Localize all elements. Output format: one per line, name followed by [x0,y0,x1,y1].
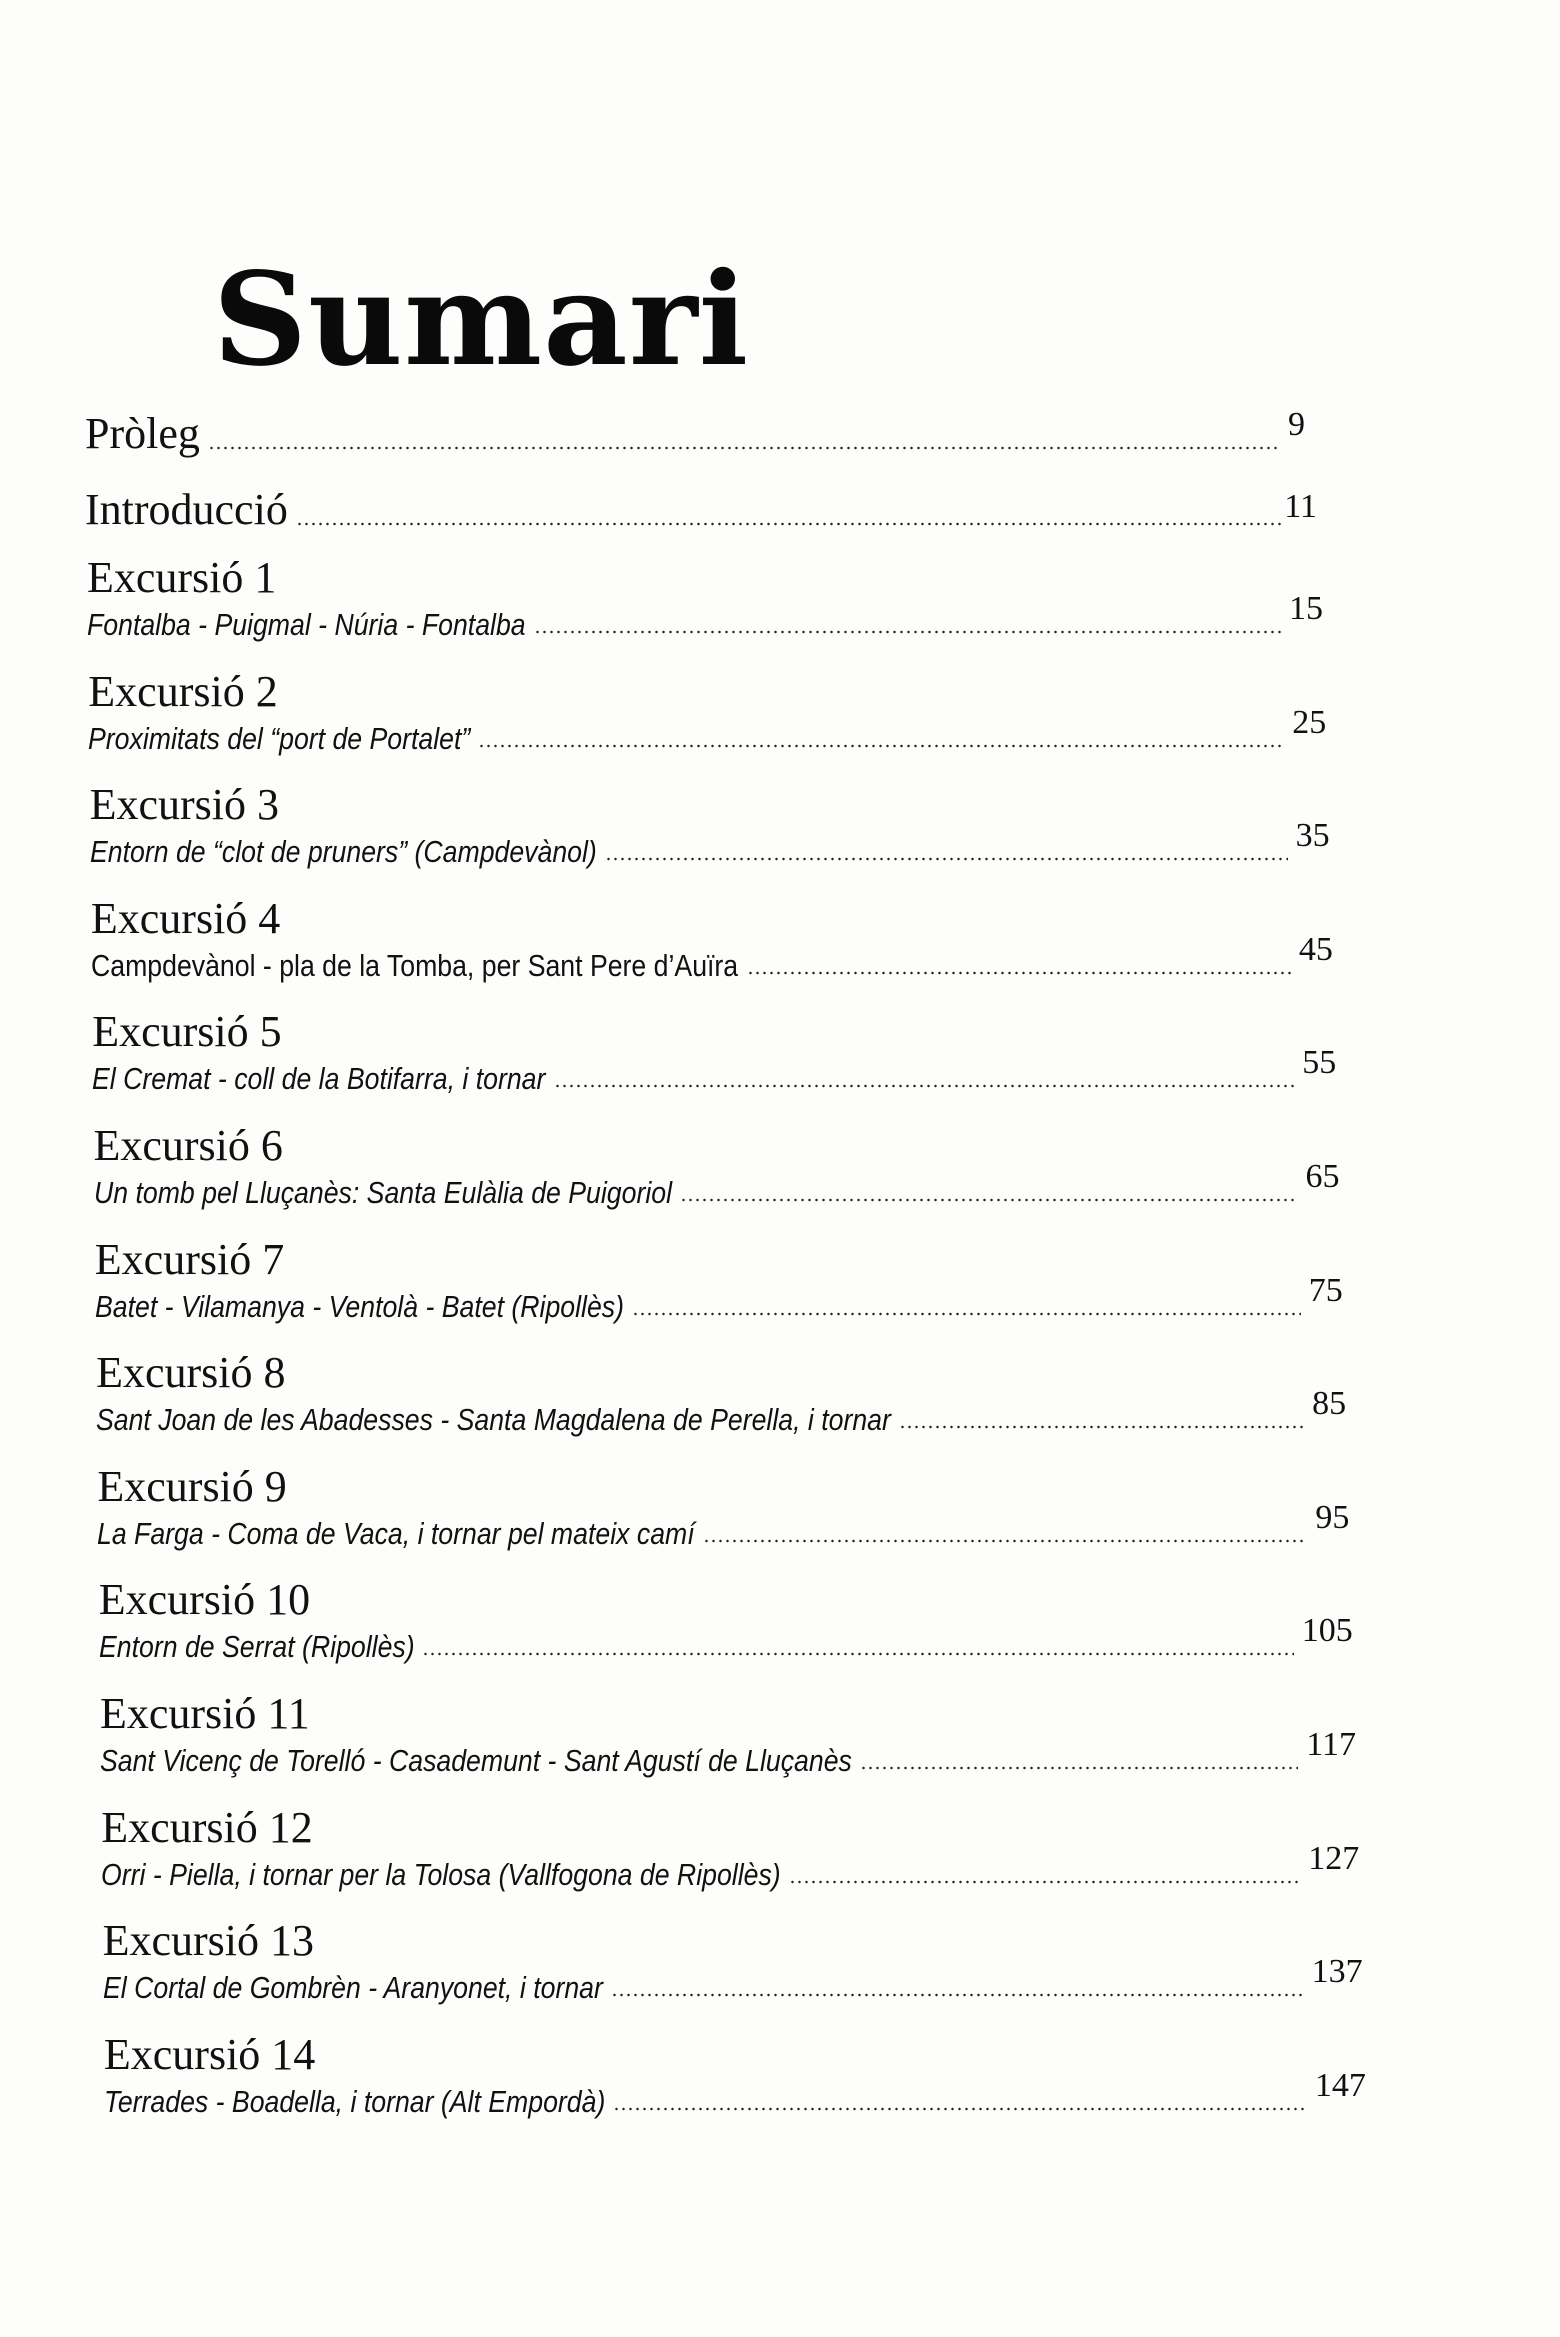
excursion-subtitle: Batet - Vilamanya - Ventolà - Batet (Ripollès) [94,1288,624,1324]
page-number: 117 [1306,1726,1356,1763]
excursion-heading: Excursió 10 [98,1575,311,1625]
page-number: 75 [1308,1271,1343,1309]
excursion-subtitle: El Cortal de Gombrèn - Aranyonet, i tornar [102,1970,603,2006]
excursion-subtitle: Sant Vicenç de Torelló - Casademunt - Sant Agustí de Lluçanès [100,1743,852,1778]
page-number: 35 [1295,817,1330,855]
page-number: 95 [1315,1498,1350,1536]
dot-leader [703,1539,1307,1543]
page-number: 147 [1314,2066,1366,2104]
page-number: 127 [1308,1839,1360,1877]
toc-entry-excursion-11[interactable] [100,1726,1356,1778]
dot-leader [613,2107,1307,2111]
excursion-heading: Excursió 1 [87,553,277,602]
excursion-heading: Excursió 3 [89,780,279,830]
dot-leader [860,1766,1298,1770]
page-number: 25 [1292,703,1327,741]
toc-entry-proleg[interactable] [85,406,1305,458]
toc-entry-excursion-9[interactable] [97,1498,1350,1551]
dot-leader [899,1425,1304,1429]
excursion-heading: Excursió 13 [102,1916,314,1966]
excursion-heading: Excursió 7 [94,1234,285,1284]
excursion-subtitle: El Cremat - coll de la Botifarra, i tornar [92,1061,546,1097]
excursion-subtitle: Sant Joan de les Abadesses - Santa Magdalena de Perella, i tornar [96,1402,891,1438]
excursion-subtitle: Entorn de Serrat (Ripollès) [98,1629,415,1665]
dot-leader [680,1198,1298,1202]
page-number: 15 [1289,590,1323,627]
toc-entry-excursion-2[interactable] [88,703,1327,756]
toc-entry-excursion-14[interactable] [103,2066,1366,2119]
excursion-heading: Excursió 11 [100,1689,310,1738]
excursion-subtitle: Fontalba - Puigmal - Núria - Fontalba [87,607,526,642]
dot-leader [611,1993,1304,1997]
toc-entry-excursion-7[interactable] [94,1271,1343,1324]
dot-leader [789,1880,1300,1884]
page-number: 11 [1284,488,1317,525]
excursion-subtitle: Terrades - Boadella, i tornar (Alt Empordà) [103,2083,606,2119]
toc-entry-excursion-13[interactable] [102,1953,1363,2006]
dot-leader [747,971,1291,975]
page-number: 137 [1311,1953,1363,1991]
excursion-heading: Excursió 9 [97,1461,287,1511]
dot-leader [296,522,1284,526]
excursion-subtitle: Orri - Piella, i tornar per la Tolosa (Vallfogona de Ripollès) [101,1856,781,1892]
toc-entry-introduccio[interactable] [85,485,1317,534]
entry-label: Introducció [85,485,288,534]
toc-entry-excursion-3[interactable] [89,817,1330,870]
excursion-subtitle: Entorn de “clot de pruners” (Campdevànol) [89,834,597,870]
dot-leader [605,857,1288,861]
toc-entry-excursion-8[interactable] [96,1385,1347,1438]
excursion-heading: Excursió 6 [93,1121,283,1170]
toc-entry-excursion-12[interactable] [101,1839,1360,1892]
page-number: 9 [1288,406,1305,443]
excursion-subtitle: Proximitats del “port de Portalet” [88,720,471,756]
excursion-subtitle: Un tomb pel Lluçanès: Santa Eulàlia de Puigoriol [93,1175,672,1210]
dot-leader [208,446,1280,450]
excursion-heading: Excursió 2 [88,666,278,716]
excursion-heading: Excursió 12 [101,1802,313,1852]
excursion-subtitle: Campdevànol - pla de la Tomba, per Sant Pere d’Auïra [90,947,739,983]
page-number: 45 [1298,930,1333,968]
toc-entry-excursion-5[interactable] [92,1044,1337,1097]
toc-entry-excursion-10[interactable] [98,1612,1353,1665]
dot-leader [478,744,1284,748]
entry-label: Pròleg [85,409,200,458]
toc-entry-excursion-4[interactable] [90,930,1333,983]
toc-entry-excursion-6[interactable] [93,1158,1340,1210]
page-number: 55 [1302,1044,1337,1082]
page-title: Sumari [212,244,750,395]
excursion-heading: Excursió 4 [90,893,281,943]
toc-entry-excursion-1[interactable] [87,590,1323,642]
dot-leader [554,1084,1294,1088]
page-number: 105 [1301,1612,1353,1650]
excursion-heading: Excursió 14 [103,2029,316,2079]
excursion-subtitle: La Farga - Coma de Vaca, i tornar pel mateix camí [97,1515,696,1551]
dot-leader [534,630,1281,634]
excursion-heading: Excursió 8 [96,1348,286,1398]
dot-leader [422,1652,1293,1656]
page-number: 65 [1305,1158,1340,1195]
excursion-heading: Excursió 5 [92,1007,282,1057]
dot-leader [632,1312,1301,1316]
page-number: 85 [1312,1385,1347,1423]
